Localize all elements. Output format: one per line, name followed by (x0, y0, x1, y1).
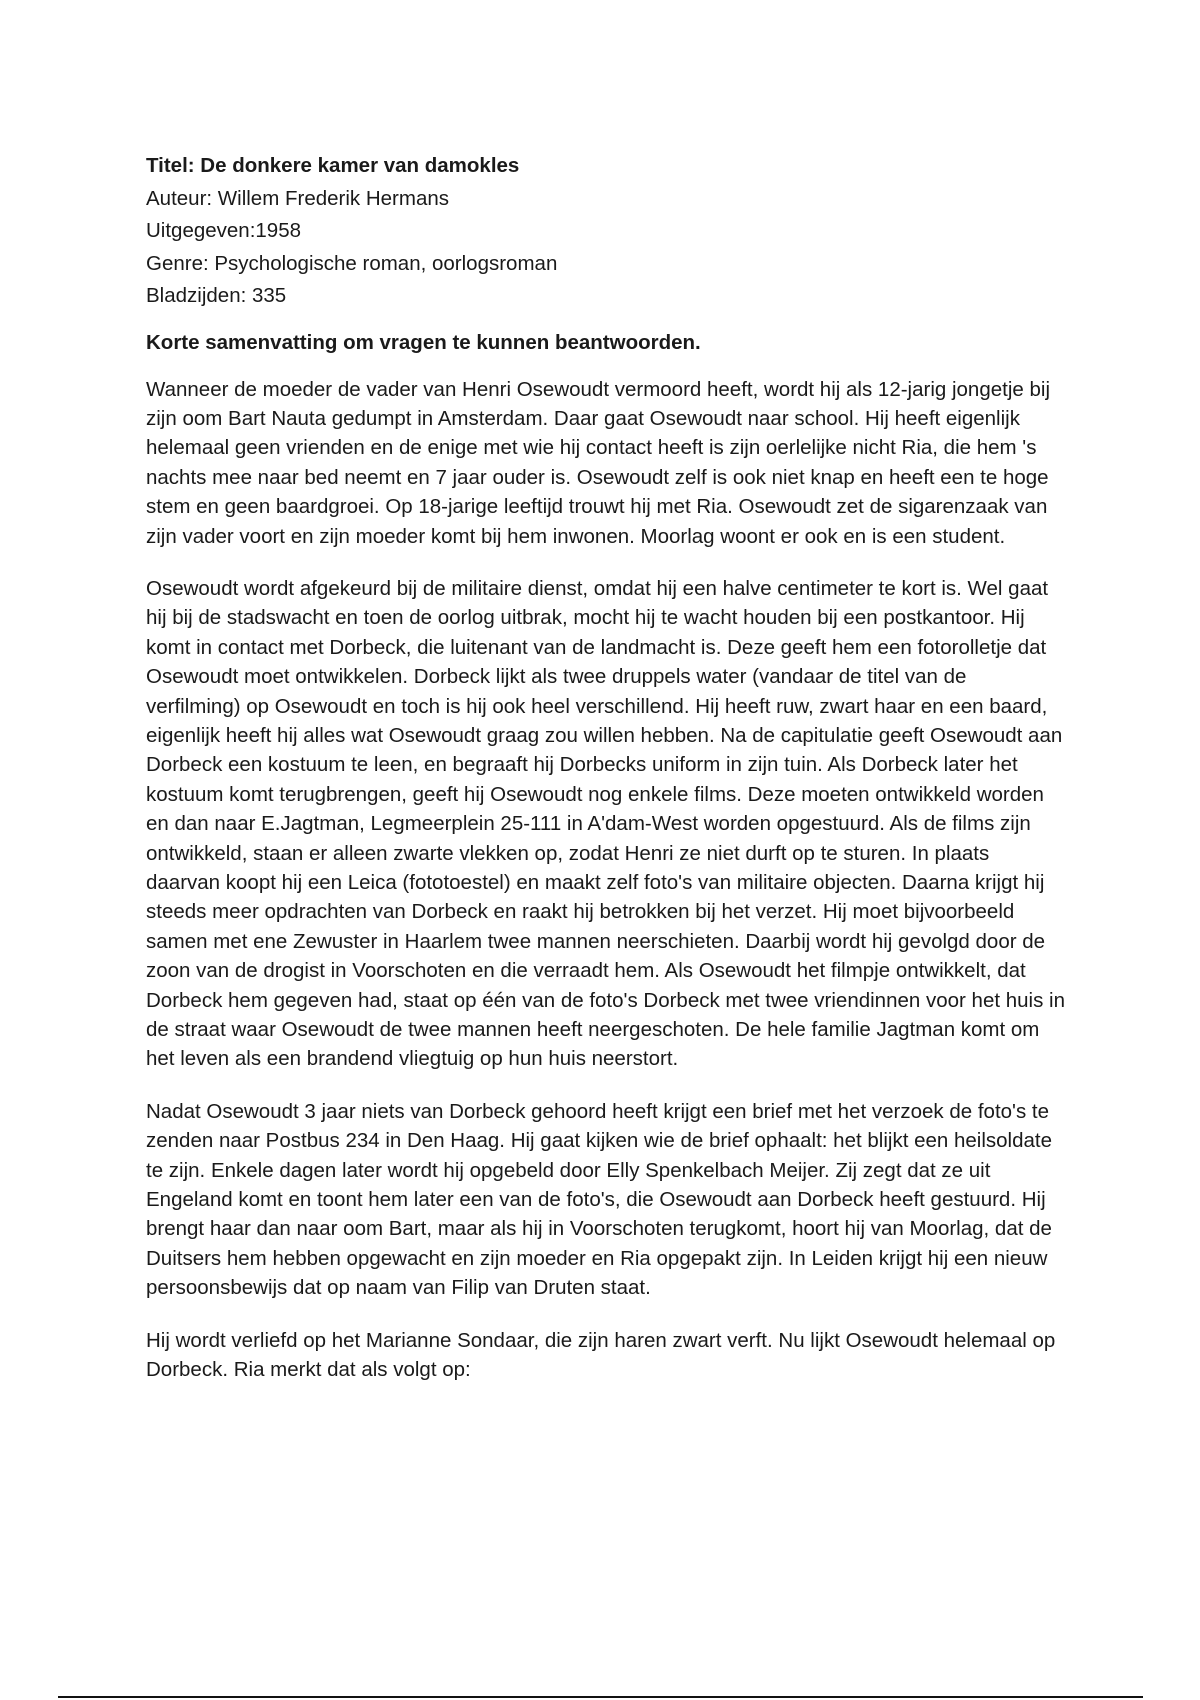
summary-paragraph-3: Nadat Osewoudt 3 jaar niets van Dorbeck gehoord heeft krijgt een brief met het verzoek de foto's te zenden naar Postbus 234 in Den Haag. Hij gaat kijken wie de brief ophaalt: het blijkt een heilsoldate te zijn. Enkele dagen later wordt hij opgebeld door Elly Spenkelbach Meijer. Zij zegt dat ze uit Engeland komt en toont hem later een van de foto's, die Osewoudt aan Dorbeck heeft gestuurd. Hij brengt haar dan naar oom Bart, maar als hij in Voorschoten terugkomt, hoort hij van Moorlag, dat de Duitsers hem hebben opgewacht en zijn moeder en Ria opgepakt zijn. In Leiden krijgt hij een nieuw persoonsbewijs dat op naam van Filip van Druten staat. (146, 1099, 1052, 1300)
summary-paragraph-1: Wanneer de moeder de vader van Henri Osewoudt vermoord heeft, wordt hij als 12-jarig jongetje bij zijn oom Bart Nauta gedumpt in Amsterdam. Daar gaat Osewoudt naar school. Hij heeft eigenlijk helemaal geen vrienden en de enige met wie hij contact heeft is zijn oerlelijke nicht Ria, die hem 's nachts mee naar bed neemt en 7 jaar ouder is. Osewoudt zelf is ook niet knap en heeft een te hoge stem en geen baardgroei. Op 18-jarige leeftijd trouwt hij met Ria. Osewoudt zet de sigarenzaak van zijn vader voort en zijn moeder komt bij hem inwonen. Moorlag woont er ook en is een student. (146, 377, 1050, 548)
summary-paragraph-2: Osewoudt wordt afgekeurd bij de militaire dienst, omdat hij een halve centimeter te kort is. Wel gaat hij bij de stadswacht en toen de oorlog uitbrak, mocht hij te wacht houden bij een postkantoor. Hij komt in contact met Dorbeck, die luitenant van de landmacht is. Deze geeft hem een fotorolletje dat Osewoudt moet ontwikkelen. Dorbeck lijkt als twee druppels water (vandaar de titel van de verfilming) op Osewoudt en toch is hij ook heel verschillend. Hij heeft ruw, zwart haar en een baard, eigenlijk heeft hij alles wat Osewoudt graag zou willen hebben. Na de capitulatie geeft Osewoudt aan Dorbeck een kostuum te leen, en begraaft hij Dorbecks uniform in zijn tuin. Als Dorbeck later het kostuum komt terugbrengen, geeft hij Osewoudt nog enkele films. Deze moeten ontwikkeld worden en dan naar E.Jagtman, Legmeerplein 25-111 in A'dam-West worden opgestuurd. Als de films zijn ontwikkeld, staan er alleen zwarte vlekken op, zodat Henri ze niet durft op te sturen. In plaats daarvan koopt hij een Leica (fototoestel) en maakt zelf foto's van militaire objecten. Daarna krijgt hij steeds meer opdrachten van Dorbeck en raakt hij betrokken bij het verzet. Hij moet bijvoorbeeld samen met ene Zewuster in Haarlem twee mannen neerschieten. Daarbij wordt hij gevolgd door de zoon van de drogist in Voorschoten en die verraadt hem. Als Osewoudt het filmpje ontwikkelt, dat Dorbeck hem gegeven had, staat op één van de foto's Dorbeck met twee vriendinnen voor het huis in de straat waar Osewoudt de twee mannen heeft neergeschoten. De hele familie Jagtman komt om het leven als een brandend vliegtuig op hun huis neerstort. (146, 576, 1065, 1071)
book-published: Uitgegeven:1958 (146, 219, 302, 242)
page-bottom-divider (58, 1696, 1143, 1698)
book-info (146, 150, 1066, 313)
document-page (146, 150, 1066, 1408)
book-genre: Genre: Psychologische roman, oorlogsroman (146, 251, 558, 275)
summary-heading: Korte samenvatting om vragen te kunnen beantwoorden. (146, 330, 701, 354)
book-pages: Bladzijden: 335 (146, 284, 287, 307)
book-title: Titel: De donkere kamer van damokles (146, 154, 520, 177)
summary-body (146, 375, 1066, 1385)
book-author: Auteur: Willem Frederik Hermans (146, 186, 450, 210)
summary-paragraph-4: Hij wordt verliefd op het Marianne Sondaar, die zijn haren zwart verft. Nu lijkt Osewoudt helemaal op Dorbeck. Ria merkt dat als volgt op: (146, 1328, 1056, 1382)
